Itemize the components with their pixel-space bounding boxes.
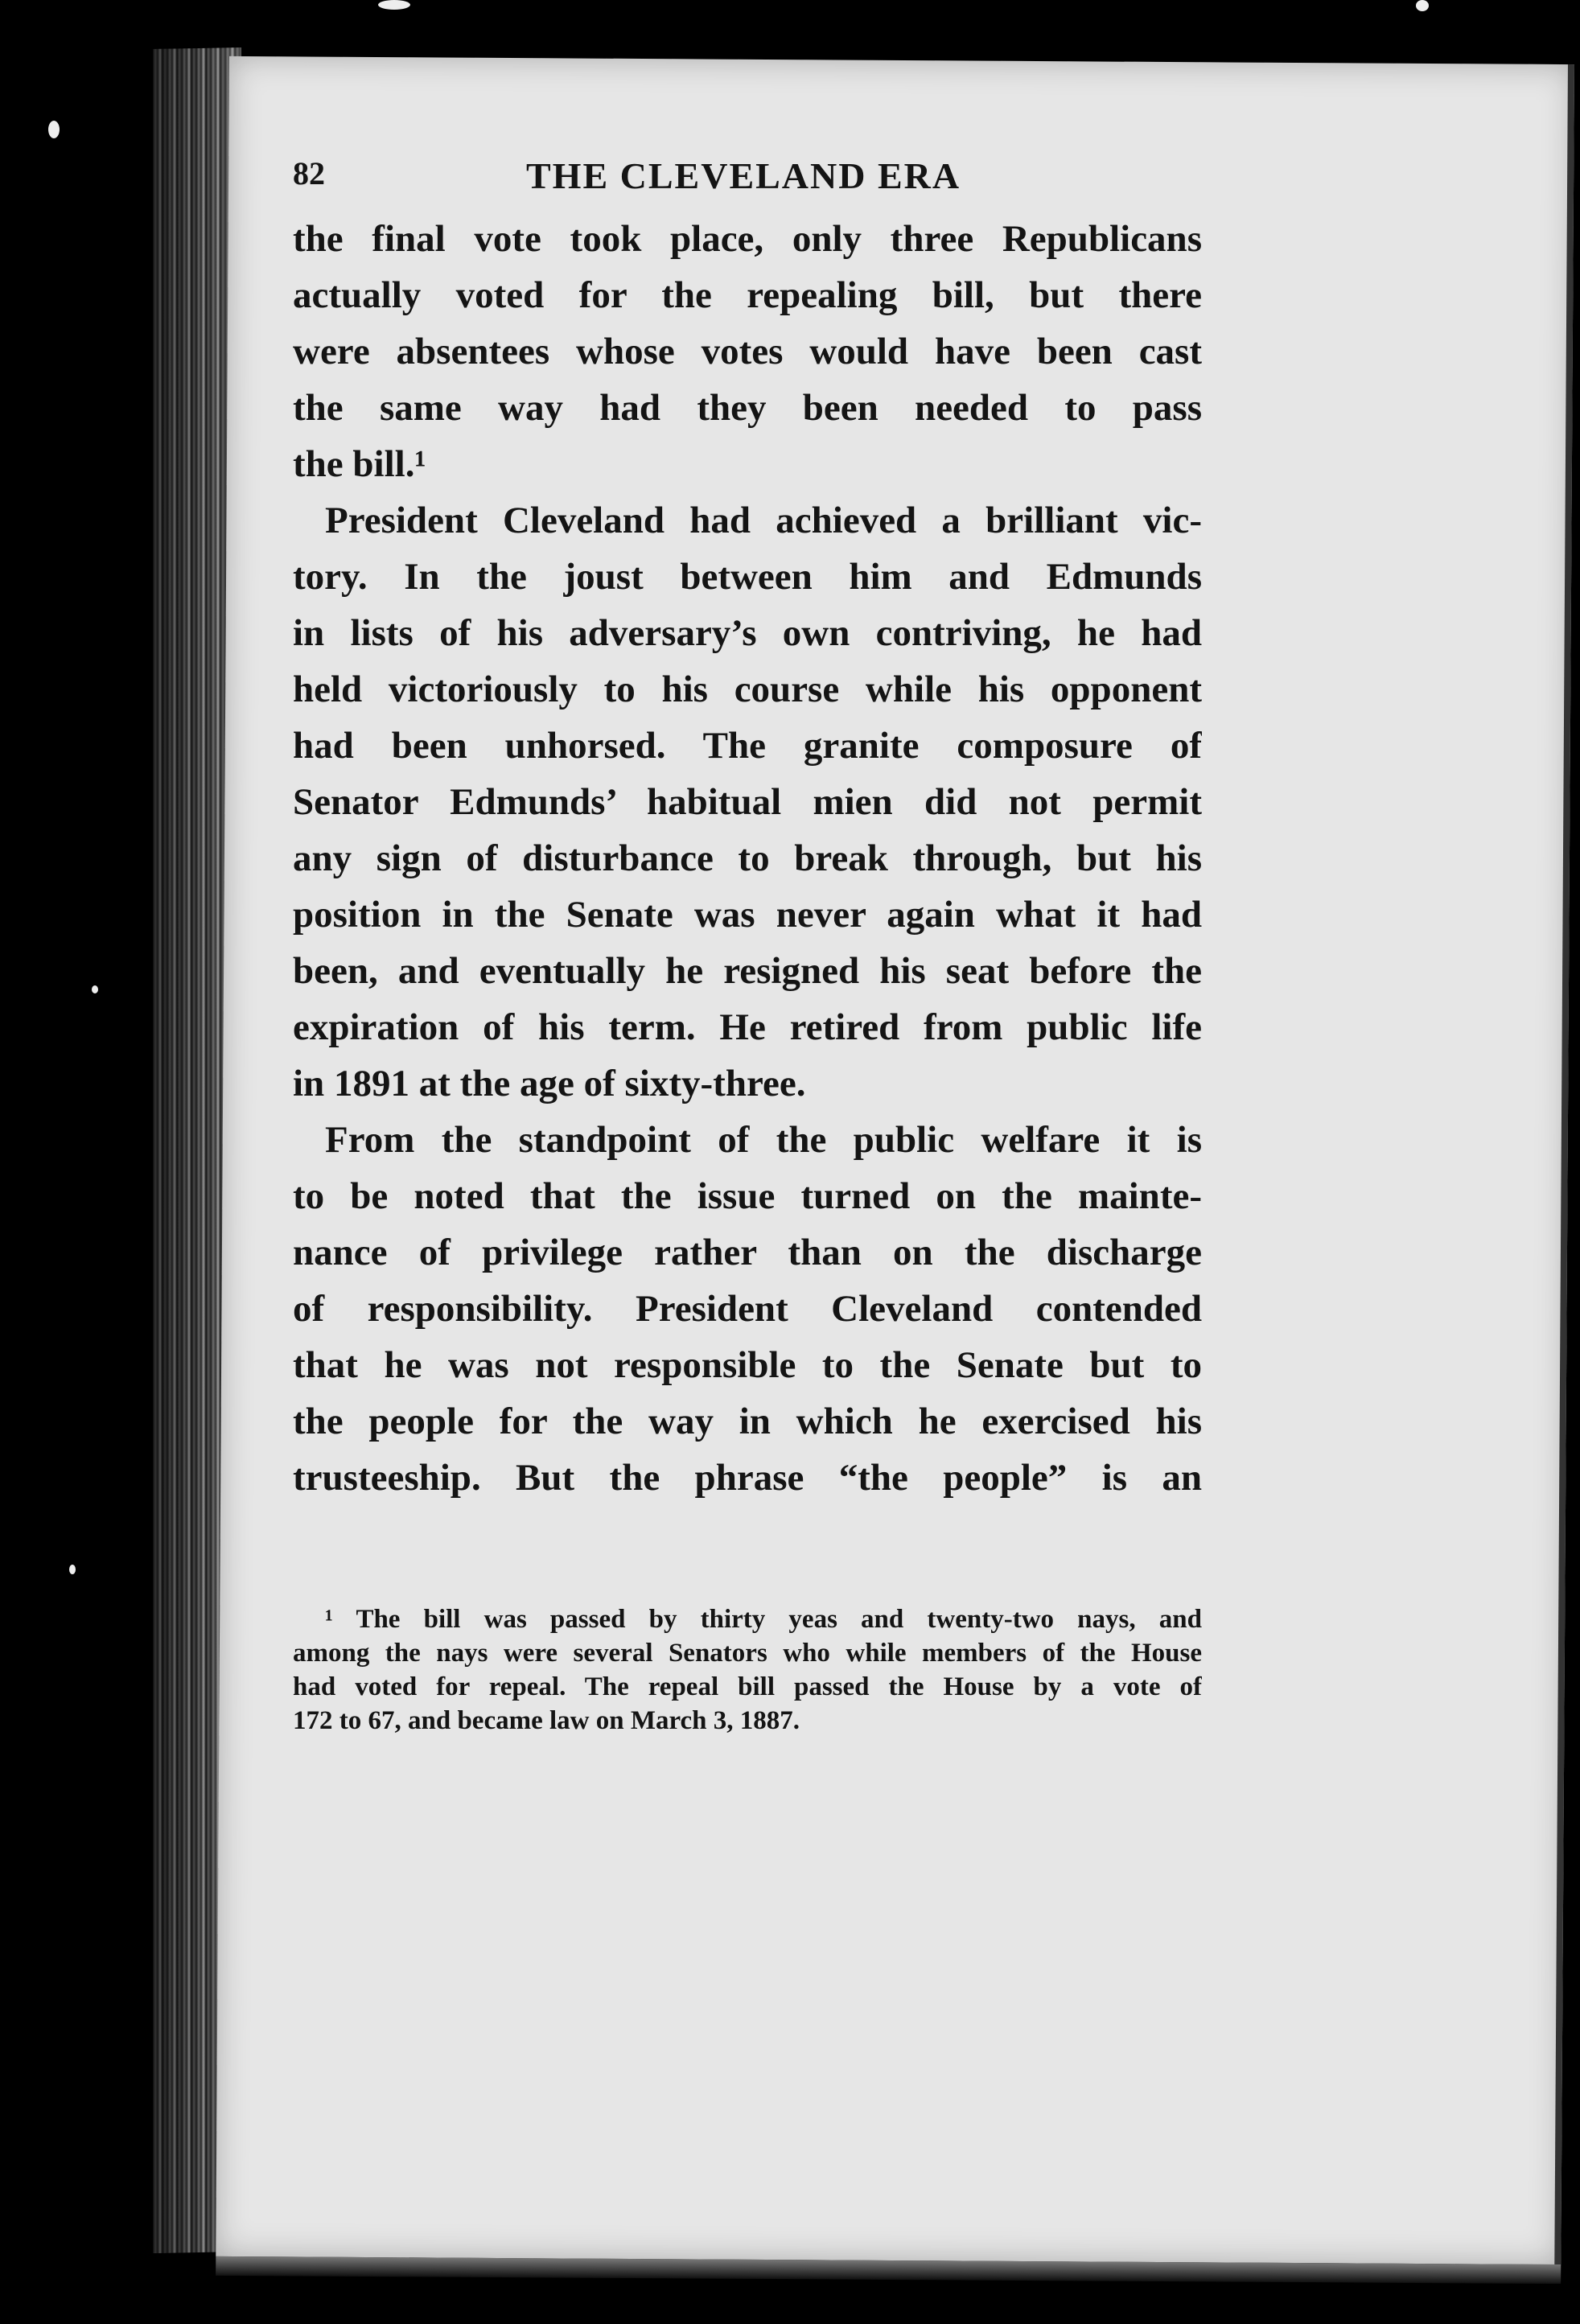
text-line: the final vote took place, only three Republicans: [293, 218, 1202, 260]
text-line: in 1891 at the age of sixty-three.: [293, 1063, 806, 1104]
text-line: in lists of his adversary’s own contriving, he had: [293, 612, 1202, 654]
text-line: had been unhorsed. The granite composure of: [293, 725, 1202, 767]
text-line: nance of privilege rather than on the discharge: [293, 1232, 1202, 1273]
text-line: expiration of his term. He retired from public life: [293, 1006, 1202, 1048]
text-line: actually voted for the repealing bill, but there: [293, 274, 1202, 316]
text-line: position in the Senate was never again what it had: [293, 894, 1202, 936]
text-line: of responsibility. President Cleveland contended: [293, 1288, 1202, 1330]
text-line: that he was not responsible to the Senate but to: [293, 1344, 1202, 1386]
running-head: [293, 154, 1403, 203]
scan-speck: [1416, 0, 1429, 11]
footnote-line: among the nays were several Senators who while members of the House: [293, 1639, 1202, 1668]
text-line: President Cleveland had achieved a brilliant vic-: [325, 500, 1202, 541]
body-text: [293, 211, 1202, 1506]
text-line: the people for the way in which he exercised his: [293, 1401, 1202, 1442]
text-line: were absentees whose votes would have been cast: [293, 331, 1202, 372]
text-line: tory. In the joust between him and Edmunds: [293, 556, 1202, 598]
footnote-line: ¹ The bill was passed by thirty yeas and twenty-two nays, and: [325, 1605, 1202, 1634]
text-line: any sign of disturbance to break through, but his: [293, 837, 1202, 879]
text-line: Senator Edmunds’ habitual mien did not permit: [293, 781, 1202, 823]
page-right-edge: [1554, 64, 1574, 2264]
footnote-line: had voted for repeal. The repeal bill passed the House by a vote of: [293, 1672, 1202, 1701]
text-line: From the standpoint of the public welfare it is: [325, 1119, 1202, 1161]
scan-speck: [48, 121, 60, 138]
text-line: held victoriously to his course while his opponent: [293, 668, 1202, 710]
scan-speck: [69, 1565, 76, 1574]
page-number: 82: [293, 155, 325, 191]
text-line: to be noted that the issue turned on the mainte-: [293, 1175, 1202, 1217]
scan-speck: [378, 0, 410, 10]
text-line: the bill.¹: [293, 443, 426, 485]
scan-speck: [92, 985, 98, 993]
text-line: trusteeship. But the phrase “the people” is an: [293, 1457, 1202, 1499]
footnote-line: 172 to 67, and became law on March 3, 1887.: [293, 1706, 800, 1735]
text-line: been, and eventually he resigned his seat before the: [293, 950, 1202, 992]
running-title: THE CLEVELAND ERA: [526, 155, 961, 196]
page-bottom-edge: [216, 2256, 1561, 2284]
text-line: the same way had they been needed to pass: [293, 387, 1202, 429]
footnote: [293, 1602, 1202, 1738]
